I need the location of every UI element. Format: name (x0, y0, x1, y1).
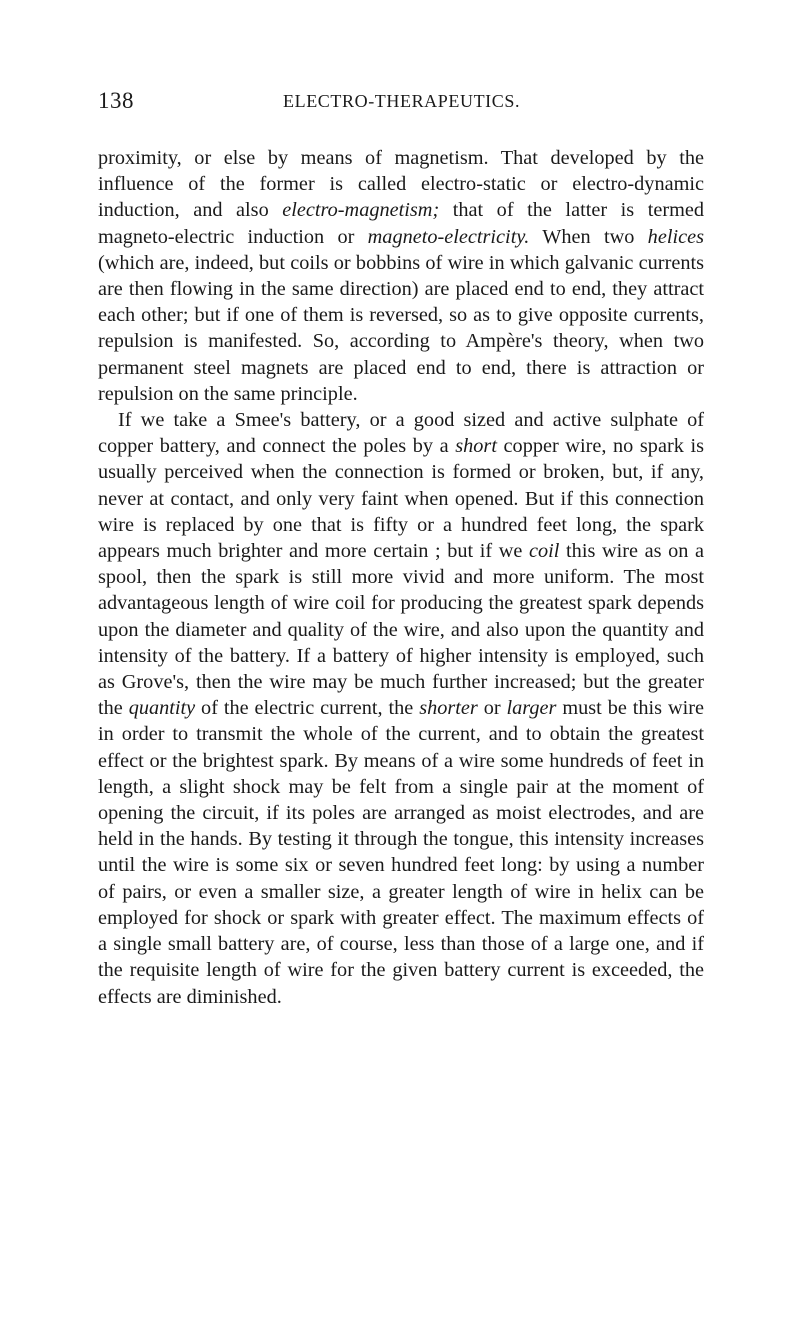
text-run: that of the latter is termed magneto-electric induction or (98, 199, 704, 248)
text-run: proximity, or else by means of magnetism. That developed by the influence of the former is called electro-static or electro-dynamic induction, and also (98, 147, 704, 222)
text-run: When two (529, 225, 648, 248)
italic-term: quantity (128, 697, 196, 720)
italic-term: larger (506, 697, 557, 720)
italic-term: coil (529, 540, 560, 563)
page-number: 138 (98, 88, 134, 113)
italic-term: shorter (419, 697, 478, 720)
italic-term: helices (647, 225, 704, 248)
text-run: of the electric current, the (195, 697, 420, 720)
text-run: must be this wire in order to transmit the whole of the current, and to obtain the greatest effect or the brightest spark. By means of a wire some hundreds of feet in length, a slight shock may be felt from a single pair at the moment of opening the circuit, if its poles are arranged as moist electrodes, and are held in the hands. By testing it through the tongue, this intensity increases until the wire is some six or seven hundred feet long: by using a number of pairs, or even a smaller size, a greater length of wire in helix can be employed for shock or spark with greater effect. The maximum effects of a single small battery are, of course, less than those of a large one, and if the requisite length of wire for the given battery current is exceeded, the effects are diminished. (98, 697, 704, 1008)
italic-term: short (455, 435, 497, 458)
text-run: copper wire, no spark is usually perceived when the connection is formed or broken, but, if any, never at contact, and only very faint when opened. But if this connection wire is replaced by one that is fifty or a hundred feet long, the spark appears much brighter and more certain ; but if we (98, 435, 704, 563)
text-run: (which are, indeed, but coils or bobbins of wire in which galvanic currents are then flowing in the same direction) are placed end to end, they attract each other; but if one of them is reversed, so as to give opposite currents, repulsion is manifested. So, according to Ampère's theory, when two permanent steel magnets are placed end to end, there is attraction or repulsion on the same principle. (98, 251, 704, 405)
paragraph-1 (98, 145, 704, 407)
book-page (98, 88, 705, 1008)
paragraph-2 (98, 407, 704, 1010)
running-title: ELECTRO-THERAPEUTICS. (283, 91, 521, 111)
text-run: If we take a Smee's battery, or a good sized and active sulphate of copper battery, and connect the poles by a (98, 409, 704, 458)
text-run: or (477, 697, 507, 720)
italic-term: magneto-electricity. (367, 225, 530, 248)
italic-term: electro-magnetism; (282, 199, 440, 222)
body-text (98, 145, 704, 1010)
text-run: this wire as on a spool, then the spark is still more vivid and more uniform. The most advantageous length of wire coil for producing the greatest spark depends upon the diameter and quality of the wire, and also upon the quantity and intensity of the battery. If a battery of higher intensity is employed, such as Grove's, then the wire may be much further increased; but the greater the (98, 540, 705, 720)
running-head (98, 88, 704, 118)
